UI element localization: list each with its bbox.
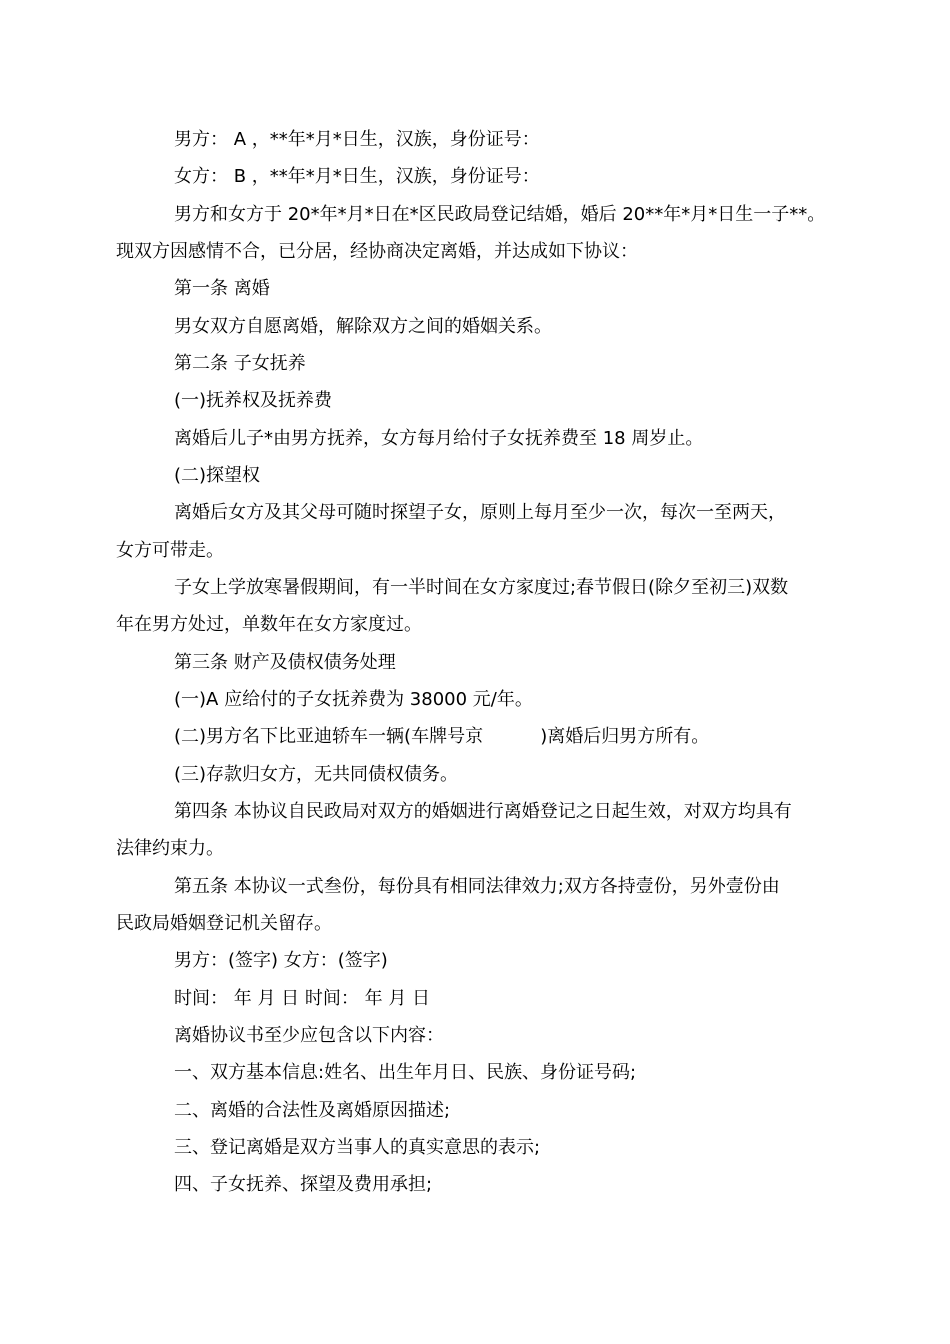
article-2-heading: 第二条 子女抚养 <box>174 353 306 374</box>
holiday-text-line-2: 年在男方处过，单数年在女方家度过。 <box>116 614 422 635</box>
article-5-line-1: 第五条 本协议一式叁份，每份具有相同法律效力;双方各持壹份，另外壹份由 <box>174 876 780 897</box>
visitation-text-line-2: 女方可带走。 <box>116 540 224 561</box>
article-3-heading: 第三条 财产及债权债务处理 <box>174 652 396 673</box>
visitation-heading: (二)探望权 <box>174 465 261 486</box>
contents-item-4: 四、子女抚养、探望及费用承担; <box>174 1174 433 1195</box>
property-item-3: (三)存款归女方，无共同债权债务。 <box>174 764 459 785</box>
husband-info-line: 男方： A ，**年*月*日生，汉族，身份证号： <box>174 129 540 150</box>
article-1-text: 男女双方自愿离婚，解除双方之间的婚姻关系。 <box>174 316 552 337</box>
contents-intro: 离婚协议书至少应包含以下内容： <box>174 1025 444 1046</box>
contents-item-3: 三、登记离婚是双方当事人的真实意思的表示; <box>174 1137 541 1158</box>
article-4-line-2: 法律约束力。 <box>116 838 224 859</box>
holiday-text-line-1: 子女上学放寒暑假期间，有一半时间在女方家度过;春节假日(除夕至初三)双数 <box>174 577 789 598</box>
custody-heading: (一)抚养权及抚养费 <box>174 390 333 411</box>
date-line: 时间： 年 月 日 时间： 年 月 日 <box>174 988 431 1009</box>
custody-text: 离婚后儿子*由男方抚养，女方每月给付子女抚养费至 18 周岁止。 <box>174 428 704 449</box>
property-item-2: (二)男方名下比亚迪轿车一辆(车牌号京 )离婚后归男方所有。 <box>174 726 710 747</box>
article-5-line-2: 民政局婚姻登记机关留存。 <box>116 913 332 934</box>
article-4-line-1: 第四条 本协议自民政局对双方的婚姻进行离婚登记之日起生效，对双方均具有 <box>174 801 792 822</box>
signature-line: 男方：(签字) 女方：(签字) <box>174 950 388 971</box>
property-item-1: (一)A 应给付的子女抚养费为 38000 元/年。 <box>174 689 533 710</box>
contents-item-1: 一、双方基本信息:姓名、出生年月日、民族、身份证号码; <box>174 1062 637 1083</box>
visitation-text-line-1: 离婚后女方及其父母可随时探望子女，原则上每月至少一次，每次一至两天， <box>174 502 786 523</box>
marriage-statement-line: 男方和女方于 20*年*月*日在*区民政局登记结婚，婚后 20**年*月*日生一子**。 <box>174 204 826 225</box>
article-1-heading: 第一条 离婚 <box>174 278 270 299</box>
wife-info-line: 女方： B ，**年*月*日生，汉族，身份证号： <box>174 166 540 187</box>
contents-item-2: 二、离婚的合法性及离婚原因描述; <box>174 1100 451 1121</box>
agreement-intro-line: 现双方因感情不合，已分居，经协商决定离婚，并达成如下协议： <box>116 241 638 262</box>
